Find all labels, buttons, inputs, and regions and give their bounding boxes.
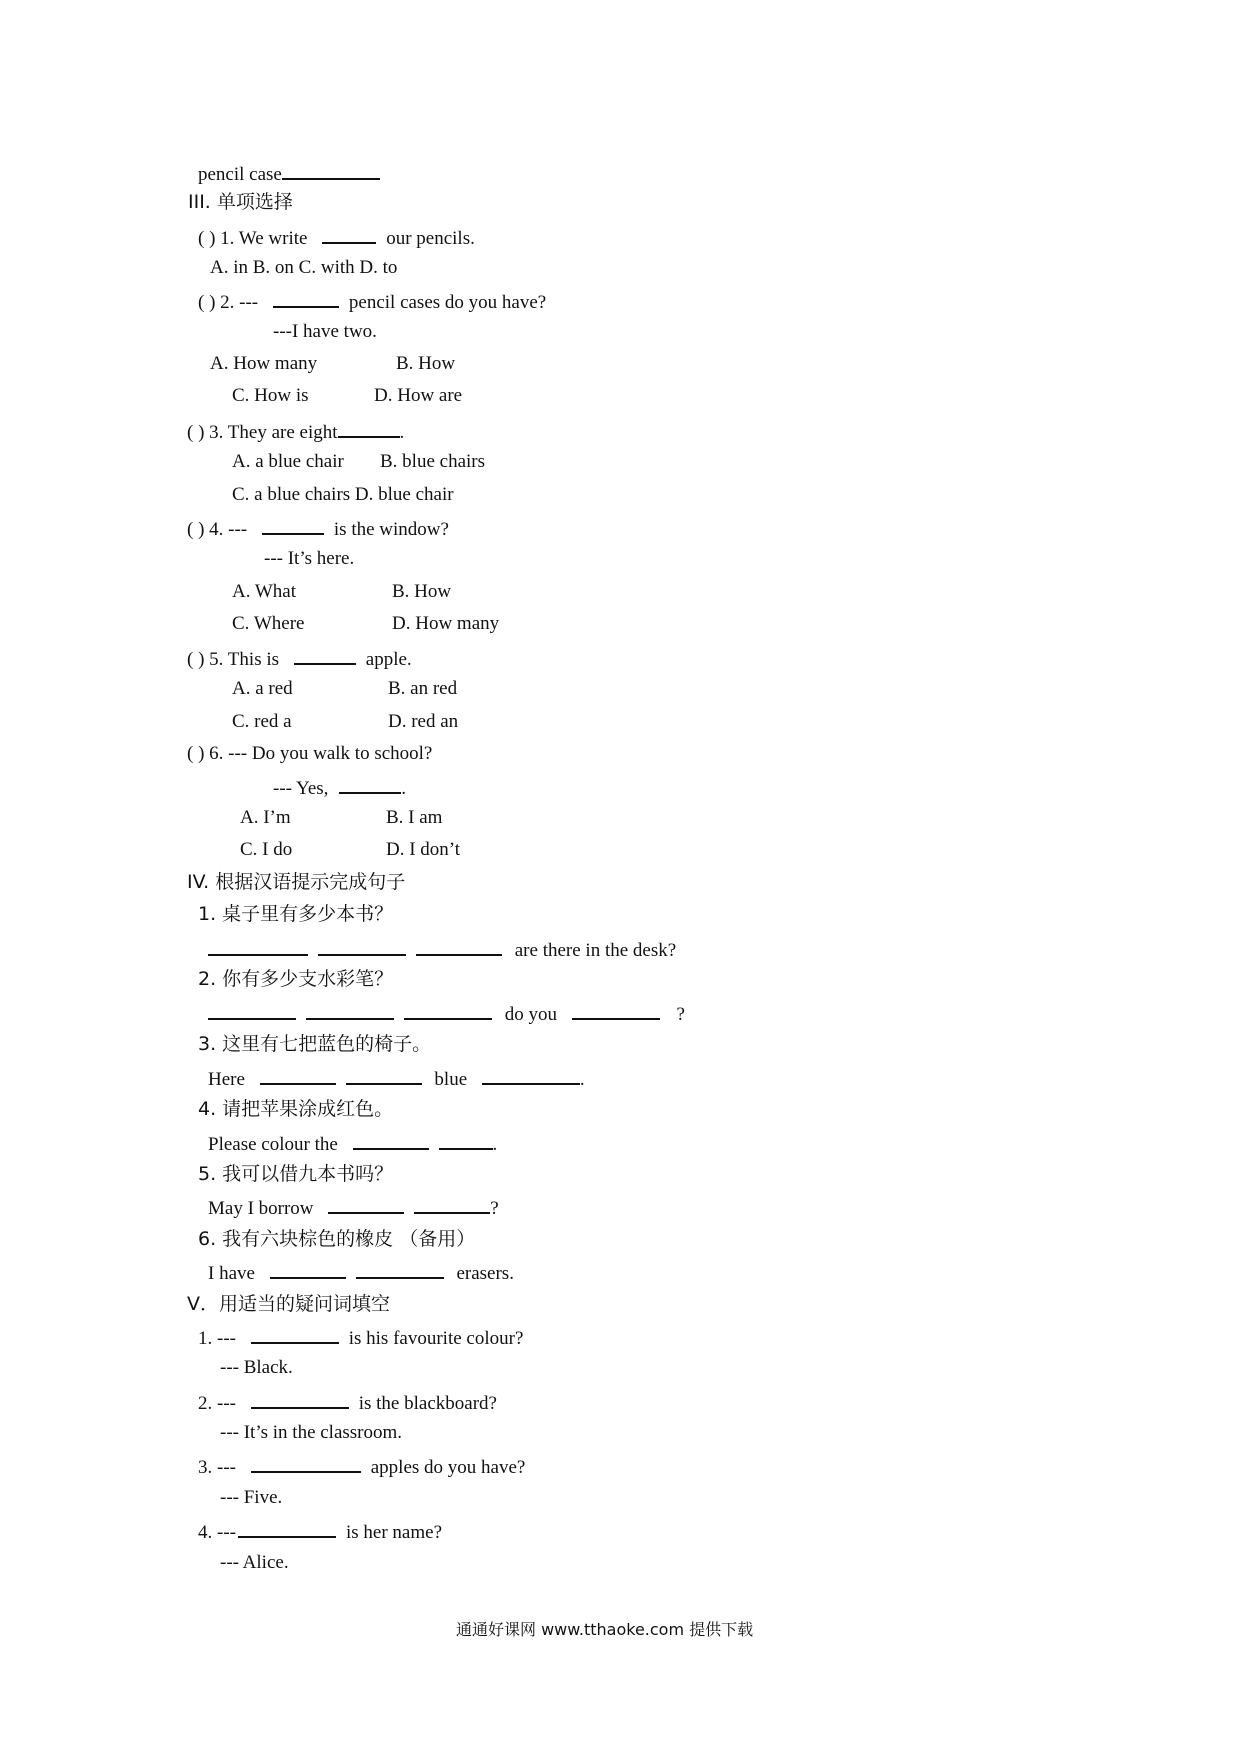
question-5-option-c: C. red a	[232, 711, 292, 732]
question-4-option-a: A. What	[232, 581, 297, 602]
english-sentence-5: May I borrow ?	[208, 1194, 499, 1218]
chinese-prompt-5: 5. 我可以借九本书吗？	[198, 1163, 394, 1185]
answer-blank[interactable]	[414, 1194, 490, 1214]
wh-question-2: 2. --- is the blackboard?	[198, 1389, 497, 1413]
question-2-option-b: B. How	[396, 353, 456, 374]
answer-blank[interactable]	[339, 774, 401, 794]
question-3-options-cd: C. a blue chairs D. blue chair	[232, 484, 454, 505]
answer-blank[interactable]	[260, 1065, 336, 1085]
chinese-prompt-6: 6. 我有六块棕色的橡皮 （备用）	[198, 1228, 476, 1250]
question-2-option-c: C. How is	[232, 385, 309, 406]
answer-blank[interactable]	[262, 515, 324, 535]
answer-blank[interactable]	[251, 1389, 349, 1409]
chinese-prompt-3: 3. 这里有七把蓝色的椅子。	[198, 1033, 432, 1055]
answer-blank[interactable]	[353, 1130, 429, 1150]
answer-blank[interactable]	[346, 1065, 422, 1085]
question-4-option-b: B. How	[392, 581, 452, 602]
answer-blank[interactable]	[208, 936, 308, 956]
answer-blank[interactable]	[251, 1324, 339, 1344]
answer-blank[interactable]	[322, 224, 376, 244]
answer-blank[interactable]	[416, 936, 502, 956]
chinese-prompt-1: 1. 桌子里有多少本书？	[198, 903, 394, 925]
question-5-option-a: A. a red	[232, 678, 293, 699]
english-sentence-6: I have erasers.	[208, 1259, 514, 1283]
answer-blank[interactable]	[270, 1259, 346, 1279]
question-3-option-a: A. a blue chair	[232, 451, 344, 472]
question-1: ( ) 1. We write our pencils.	[198, 224, 475, 248]
question-3: ( ) 3. They are eight .	[187, 418, 404, 442]
question-5-option-d: D. red an	[388, 711, 459, 732]
answer-blank[interactable]	[572, 1000, 660, 1020]
question-3-option-b: B. blue chairs	[380, 451, 486, 472]
answer-blank[interactable]	[328, 1194, 404, 1214]
question-4-option-c: C. Where	[232, 613, 305, 634]
section-4-heading: IV. 根据汉语提示完成句子	[187, 871, 406, 893]
english-sentence-3: Here blue .	[208, 1065, 585, 1089]
question-5: ( ) 5. This is apple.	[187, 645, 412, 669]
question-4: ( ) 4. --- is the window?	[187, 515, 449, 539]
answer-blank[interactable]	[238, 1518, 336, 1538]
answer-blank[interactable]	[338, 418, 400, 438]
chinese-prompt-2: 2. 你有多少支水彩笔？	[198, 968, 394, 990]
question-6-answer: --- Yes, .	[273, 774, 406, 798]
question-6-option-a: A. I’m	[240, 807, 291, 828]
question-2-answer: ---I have two.	[273, 321, 377, 342]
question-1-options: A. in B. on C. with D. to	[210, 257, 398, 278]
question-5-option-b: B. an red	[388, 678, 458, 699]
question-6-option-c: C. I do	[240, 839, 293, 860]
chinese-prompt-4: 4. 请把苹果涂成红色。	[198, 1098, 394, 1120]
page-footer: 通通好课网 www.tthaoke.com 提供下载	[456, 1620, 754, 1639]
english-sentence-4: Please colour the .	[208, 1130, 497, 1154]
wh-question-1: 1. --- is his favourite colour?	[198, 1324, 523, 1348]
question-6: ( ) 6. --- Do you walk to school?	[187, 743, 433, 764]
answer-blank[interactable]	[282, 160, 380, 180]
answer-blank[interactable]	[318, 936, 406, 956]
english-sentence-2: do you ?	[208, 1000, 685, 1024]
section-3-heading: III. 单项选择	[188, 191, 293, 213]
answer-blank[interactable]	[251, 1453, 361, 1473]
vocab-line: pencil case	[198, 160, 380, 184]
section-5-heading: V．用适当的疑问词填空	[187, 1293, 390, 1315]
wh-answer-2: --- It’s in the classroom.	[220, 1422, 403, 1443]
question-6-option-b: B. I am	[386, 807, 443, 828]
answer-blank[interactable]	[294, 645, 356, 665]
question-2-option-a: A. How many	[210, 353, 318, 374]
question-6-option-d: D. I don’t	[386, 839, 461, 860]
wh-answer-3: --- Five.	[220, 1487, 283, 1508]
wh-question-3: 3. --- apples do you have?	[198, 1453, 525, 1477]
wh-answer-4: --- Alice.	[220, 1552, 289, 1573]
answer-blank[interactable]	[208, 1000, 296, 1020]
question-2-option-d: D. How are	[374, 385, 463, 406]
wh-question-4: 4. --- is her name?	[198, 1518, 442, 1542]
answer-blank[interactable]	[439, 1130, 493, 1150]
english-sentence-1: are there in the desk?	[208, 936, 676, 960]
question-4-option-d: D. How many	[392, 613, 500, 634]
answer-blank[interactable]	[482, 1065, 580, 1085]
wh-answer-1: --- Black.	[220, 1357, 293, 1378]
answer-blank[interactable]	[273, 288, 339, 308]
answer-blank[interactable]	[306, 1000, 394, 1020]
answer-blank[interactable]	[404, 1000, 492, 1020]
answer-blank[interactable]	[356, 1259, 444, 1279]
question-2: ( ) 2. --- pencil cases do you have?	[198, 288, 546, 312]
question-4-answer: --- It’s here.	[264, 548, 355, 569]
